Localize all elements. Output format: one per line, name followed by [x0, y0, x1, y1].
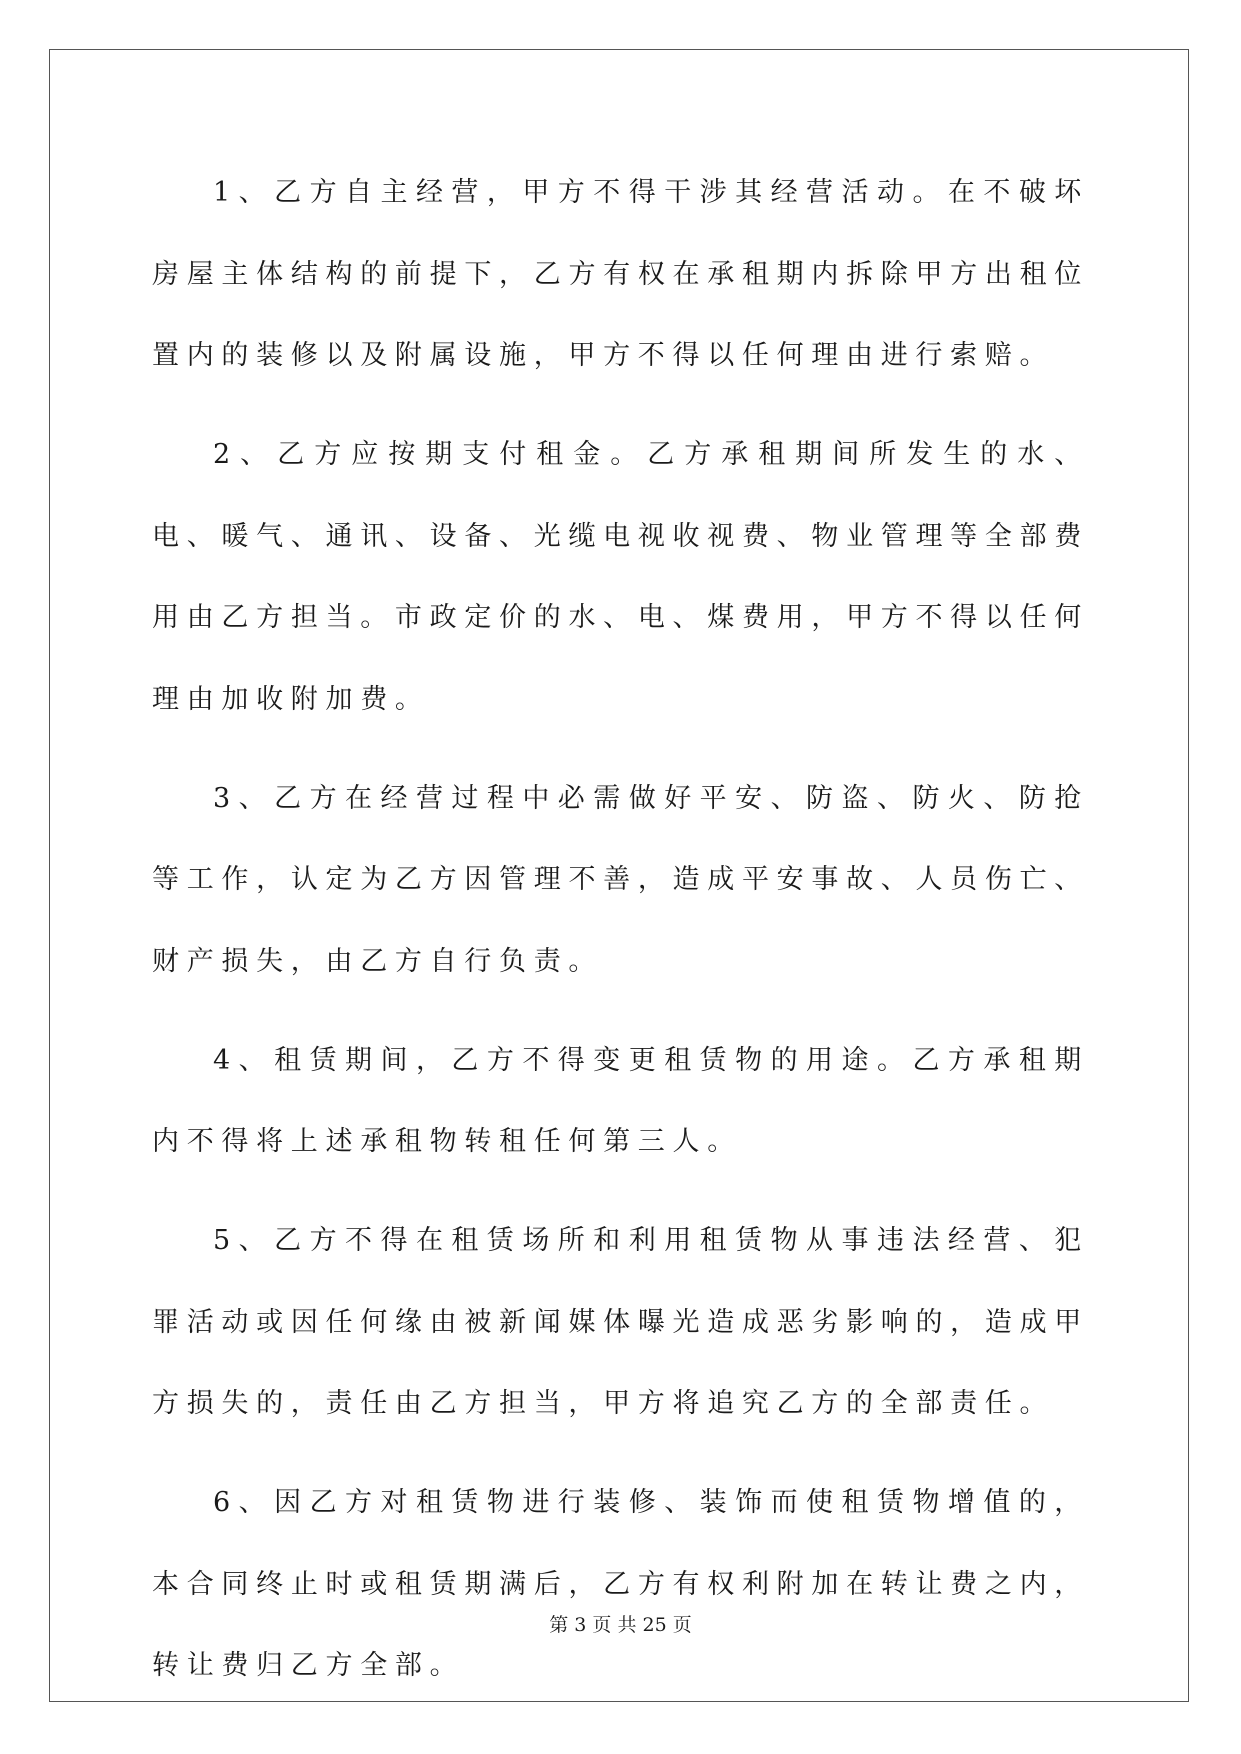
clause-2: 2、乙方应按期支付租金。乙方承租期间所发生的水、电、暖气、通讯、设备、光缆电视收视费、物业管理等全部费用由乙方担当。市政定价的水、电、煤费用，甲方不得以任何理由加收附加费。 [152, 439, 1089, 715]
clause-4: 4、租赁期间，乙方不得变更租赁物的用途。乙方承租期内不得将上述承租物转租任何第三人。 [152, 1044, 1089, 1157]
clause-6: 6、因乙方对租赁物进行装修、装饰而使租赁物增值的，本合同终止时或租赁期满后，乙方有权利附加在转让费之内，转让费归乙方全部。 [152, 1487, 1089, 1681]
clause-1: 1、乙方自主经营，甲方不得干涉其经营活动。在不破坏房屋主体结构的前提下，乙方有权在承租期内拆除甲方出租位置内的装修以及附属设施，甲方不得以任何理由进行索赔。 [152, 177, 1089, 371]
clause-5: 5、乙方不得在租赁场所和利用租赁物从事违法经营、犯罪活动或因任何缘由被新闻媒体曝光造成恶劣影响的，造成甲方损失的，责任由乙方担当，甲方将追究乙方的全部责任。 [152, 1225, 1089, 1419]
document-body [152, 152, 1089, 1724]
clause-3: 3、乙方在经营过程中必需做好平安、防盗、防火、防抢等工作，认定为乙方因管理不善，造成平安事故、人员伤亡、财产损失，由乙方自行负责。 [152, 782, 1089, 977]
page-number-footer: 第 3 页 共 25 页 [549, 1614, 692, 1636]
